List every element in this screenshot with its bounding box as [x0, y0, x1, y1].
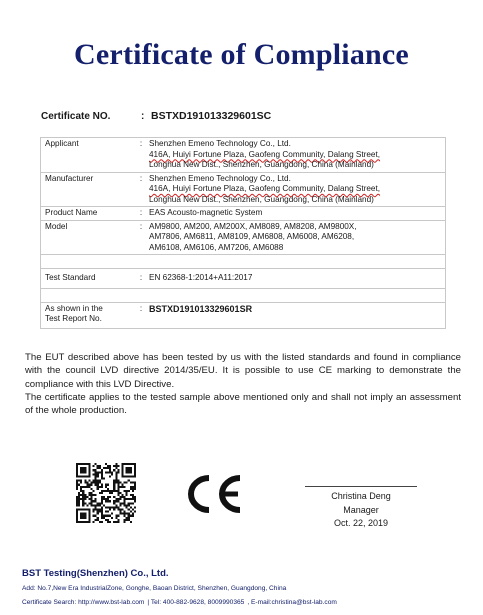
- footer-contact: Certificate Search: http://www.bst-lab.com | Tel: 400-882-9628, 8009990365 , E-mail:christina@bst-lab.com: [22, 599, 337, 606]
- applicant-line-2: 416A, Huiyi Fortune Plaza, Gaofeng Community, Dalang Street,: [149, 149, 381, 159]
- statement-paragraph-1: [25, 351, 461, 391]
- applicant-label: Applicant: [41, 138, 138, 173]
- footer-email: E-mail:christina@bst-lab.com: [251, 599, 337, 606]
- test-standard-row: [41, 269, 446, 289]
- manufacturer-value: [145, 172, 446, 207]
- certificate-title: Certificate of Compliance: [74, 38, 409, 71]
- model-line-1: AM9800, AM200, AM200X, AM8089, AM8208, AM9800X,: [149, 221, 357, 231]
- signatory-name: Christina Deng: [331, 491, 391, 501]
- manufacturer-label: Manufacturer: [41, 172, 138, 207]
- product-name-colon: :: [137, 207, 145, 221]
- footer-telephone: Tel: 400-882-9628, 8009990365: [150, 599, 245, 606]
- signature-line: [305, 486, 417, 487]
- statement-paragraph-2: [25, 391, 461, 418]
- model-line-3: AM6108, AM6106, AM7206, AM6088: [149, 242, 284, 252]
- test-standard-value: EN 62368-1:2014+A11:2017: [145, 269, 446, 289]
- statement-p1-line-3: to demonstrate the compliance with this LVD Directive.: [25, 365, 461, 390]
- statement-p2-line-2: an assessment of the whole production.: [25, 391, 461, 417]
- test-standard-label: Test Standard: [41, 269, 138, 289]
- manufacturer-line-2: 416A, Huiyi Fortune Plaza, Gaofeng Community, Dalang Street,: [149, 184, 381, 193]
- test-standard-colon: :: [137, 269, 145, 289]
- product-name-row: [41, 207, 446, 221]
- statement-p1-line-2: compliance with the council LVD directive 2014/35/EU. It is possible to use CE marking: [25, 352, 461, 377]
- signatory-title: Manager: [343, 504, 379, 515]
- test-report-number: BSTXD191013329601SR: [145, 302, 446, 328]
- model-value: [145, 220, 446, 255]
- test-report-label: [41, 302, 138, 328]
- manufacturer-line-3: Longhua New Dist., Shenzhen, Guangdong, China (Mainland): [149, 194, 374, 204]
- statement-p2-line-1: The certificate applies to the tested sample above mentioned only and shall not imply: [25, 391, 393, 403]
- test-report-row: [41, 302, 446, 328]
- issue-date: Oct. 22, 2019: [333, 518, 389, 528]
- footer-certificate-search: Certificate Search: http://www.bst-lab.com: [22, 599, 145, 606]
- applicant-line-1: Shenzhen Emeno Technology Co., Ltd.: [149, 139, 291, 148]
- footer-company-name: BST Testing(Shenzhen) Co., Ltd.: [22, 568, 169, 579]
- applicant-value: [145, 138, 446, 173]
- applicant-colon: :: [137, 138, 145, 173]
- product-name-value: EAS Acousto-magnetic System: [145, 207, 446, 221]
- test-report-colon: :: [137, 302, 145, 328]
- statement-text: [25, 351, 461, 417]
- applicant-row: [41, 138, 446, 173]
- ce-mark-icon: [182, 470, 246, 518]
- model-line-2: AM7806, AM6811, AM8109, AM6808, AM6008, AM6208,: [149, 232, 355, 241]
- model-colon: :: [137, 220, 145, 255]
- certificate-details-table: [40, 137, 446, 329]
- qr-code-icon: [76, 463, 136, 523]
- manufacturer-row: [41, 172, 446, 207]
- test-report-label-line-1: As shown in the: [45, 303, 103, 313]
- certificate-number-colon: :: [141, 111, 145, 122]
- manufacturer-colon: :: [137, 172, 145, 207]
- manufacturer-line-1: Shenzhen Emeno Technology Co., Ltd.: [149, 173, 291, 183]
- signature-block: [305, 486, 417, 531]
- product-name-label: Product Name: [41, 207, 138, 221]
- test-report-label-line-2: Test Report No.: [45, 314, 102, 323]
- certificate-number-row: [41, 110, 271, 122]
- certificate-number-value: BSTXD191013329601SC: [151, 110, 272, 122]
- spacer-row: [41, 255, 446, 269]
- spacer-row: [41, 288, 446, 302]
- statement-p1-line-1: The EUT described above has been tested by us with the listed standards and found in: [25, 352, 409, 363]
- footer-address: Add: No.7,New Era IndustrialZone, Gonghe, Baoan District, Shenzhen, Guangdong, China: [22, 585, 287, 592]
- model-label: Model: [41, 220, 138, 255]
- applicant-line-3: Longhua New Dist., Shenzhen, Guangdong, China (Mainland): [149, 160, 374, 169]
- model-row: [41, 220, 446, 255]
- certificate-number-label: Certificate NO.: [41, 111, 111, 122]
